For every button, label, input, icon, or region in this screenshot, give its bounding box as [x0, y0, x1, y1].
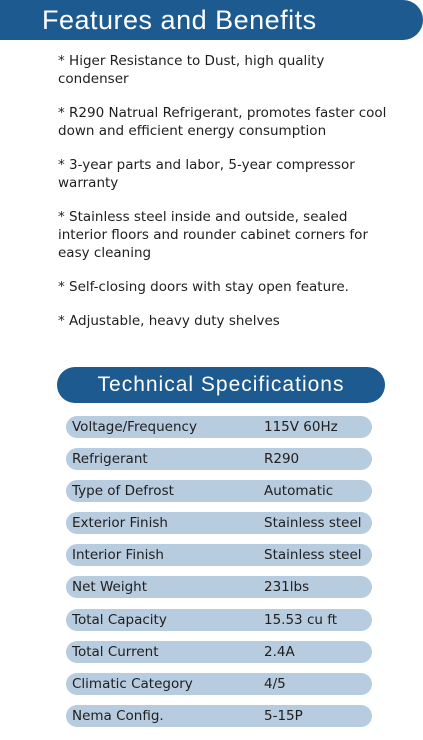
- spec-value: 115V 60Hz: [264, 419, 338, 435]
- spec-row: [66, 576, 372, 598]
- spec-value: 231lbs: [264, 579, 310, 596]
- spec-value: Stainless steel: [264, 515, 362, 532]
- spec-row: [66, 544, 372, 566]
- spec-value: Stainless steel: [264, 547, 362, 564]
- feature-item: * Adjustable, heavy duty shelves: [58, 313, 280, 329]
- spec-label: Refrigerant: [72, 451, 148, 468]
- specs-banner: [57, 367, 385, 403]
- spec-row: [66, 416, 372, 438]
- feature-item: * Self-closing doors with stay open feature.: [58, 279, 349, 295]
- spec-value: 5-15P: [264, 707, 303, 724]
- features-banner: [0, 0, 423, 40]
- spec-label: Voltage/Frequency: [72, 419, 197, 435]
- features-title: Features and Benefits: [42, 5, 317, 35]
- spec-label: Total Capacity: [72, 611, 167, 628]
- spec-label: Interior Finish: [72, 547, 164, 564]
- features-list: [58, 52, 398, 346]
- feature-item: * Stainless steel inside and outside, sealed interior floors and rounder cabinet corners for easy cleaning: [58, 209, 368, 261]
- specs-title: Technical Specifications: [97, 373, 345, 396]
- spec-label: Climatic Category: [72, 675, 193, 692]
- specs-table: [66, 416, 372, 737]
- spec-value: Automatic: [264, 483, 334, 500]
- spec-row: [66, 705, 372, 727]
- spec-row: [66, 448, 372, 470]
- spec-value: 2.4A: [264, 643, 295, 660]
- spec-row: [66, 609, 372, 631]
- spec-row: [66, 641, 372, 663]
- spec-value: 15.53 cu ft: [264, 611, 338, 628]
- spec-value: 4/5: [264, 675, 286, 692]
- feature-item: * R290 Natrual Refrigerant, promotes faster cool down and efficient energy consumption: [58, 105, 387, 139]
- feature-item: * 3-year parts and labor, 5-year compressor warranty: [58, 157, 355, 191]
- spec-label: Exterior Finish: [72, 515, 168, 532]
- feature-item: * Higer Resistance to Dust, high quality condenser: [58, 53, 325, 87]
- spec-label: Nema Config.: [72, 707, 164, 724]
- spec-row: [66, 512, 372, 534]
- spec-row: [66, 673, 372, 695]
- spec-label: Total Current: [72, 643, 159, 660]
- spec-label: Type of Defrost: [72, 483, 174, 500]
- spec-value: R290: [264, 451, 300, 468]
- spec-row: [66, 480, 372, 502]
- spec-label: Net Weight: [72, 579, 148, 596]
